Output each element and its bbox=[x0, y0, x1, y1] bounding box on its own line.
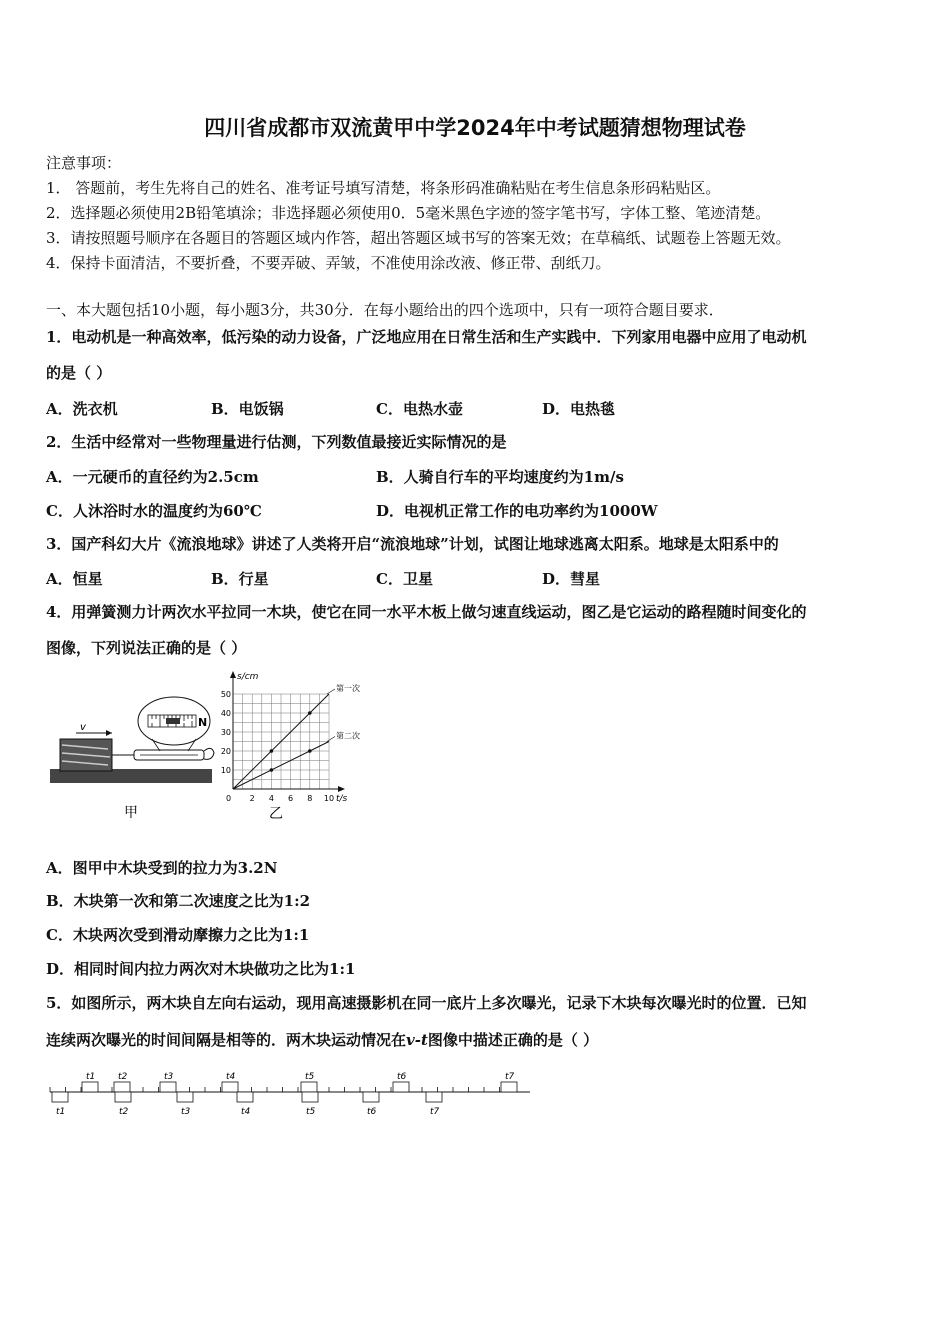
q2-option-c: C．人沐浴时水的温度约为60℃ bbox=[46, 502, 262, 520]
series-point-2 bbox=[308, 749, 312, 753]
q1-option-b: B．电饭锅 bbox=[211, 400, 284, 418]
series-label-2: 第二次 bbox=[336, 731, 360, 741]
q4-option-d: D．相同时间内拉力两次对木块做功之比为1:1 bbox=[46, 960, 356, 978]
q1-option-c: C．电热水壶 bbox=[376, 400, 463, 418]
top-block-label: t4 bbox=[226, 1072, 236, 1082]
bottom-block bbox=[177, 1092, 193, 1102]
exposure-diagram bbox=[44, 1058, 536, 1124]
q4-stem-line2: 图像，下列说法正确的是（ ） bbox=[46, 639, 247, 657]
q4-option-a: A．图甲中木块受到的拉力为3.2N bbox=[46, 859, 278, 877]
bottom-block-label: t3 bbox=[181, 1107, 191, 1117]
y-tick-label: 30 bbox=[220, 728, 231, 737]
bottom-block-label: t2 bbox=[119, 1107, 129, 1117]
q5-stem-line2 bbox=[46, 1030, 598, 1050]
top-block bbox=[222, 1082, 238, 1092]
top-block-label: t7 bbox=[505, 1072, 515, 1082]
x-tick-label: 8 bbox=[307, 794, 313, 803]
notice-heading: 注意事项： bbox=[46, 154, 122, 172]
top-block bbox=[82, 1082, 98, 1092]
newton-label: N bbox=[198, 716, 208, 729]
bottom-block bbox=[302, 1092, 318, 1102]
q3-option-b: B．行星 bbox=[211, 570, 269, 588]
series-leader-1 bbox=[327, 689, 335, 694]
y-axis-arrow bbox=[230, 671, 236, 678]
q5-stem-line2-a: 连续两次曝光的时间间隔是相等的．两木块运动情况在 bbox=[46, 1031, 407, 1049]
x-axis-label: t/s bbox=[336, 794, 348, 804]
q1-stem-line2: 的是（ ） bbox=[46, 364, 112, 382]
q2-option-a: A．一元硬币的直径约为2.5cm bbox=[46, 468, 259, 486]
top-block bbox=[301, 1082, 317, 1092]
q4-option-b: B．木块第一次和第二次速度之比为1:2 bbox=[46, 892, 311, 910]
x-tick-label: 10 bbox=[323, 794, 335, 803]
page-title: 四川省成都市双流黄甲中学2024年中考试题猜想物理试卷 bbox=[204, 116, 746, 140]
q4-option-c: C．木块两次受到滑动摩擦力之比为1:1 bbox=[46, 926, 310, 944]
bottom-block bbox=[52, 1092, 68, 1102]
notice-item-1: 1． 答题前，考生先将自己的姓名、准考证号填写清楚，将条形码准确粘贴在考生信息条形码粘贴区。 bbox=[46, 179, 721, 197]
bottom-block bbox=[363, 1092, 379, 1102]
top-block bbox=[114, 1082, 130, 1092]
bottom-block-label: t5 bbox=[306, 1107, 316, 1117]
bottom-block-label: t7 bbox=[430, 1107, 440, 1117]
q4-stem-line1: 4．用弹簧测力计两次水平拉同一木块，使它在同一水平木板上做匀速直线运动，图乙是它运动的路程随时间变化的 bbox=[46, 603, 807, 621]
y-tick-label: 40 bbox=[220, 709, 231, 718]
y-tick-label: 20 bbox=[220, 747, 231, 756]
series-leader-2 bbox=[327, 737, 335, 742]
figure-yi-label: 乙 bbox=[269, 806, 283, 822]
y-tick-label: 10 bbox=[220, 766, 231, 775]
velocity-label: v bbox=[80, 722, 86, 733]
q3-option-a: A．恒星 bbox=[46, 570, 103, 588]
top-block-label: t3 bbox=[164, 1072, 174, 1082]
bottom-block bbox=[426, 1092, 442, 1102]
x-axis-arrow bbox=[338, 786, 345, 792]
q2-stem: 2．生活中经常对一些物理量进行估测，下列数值最接近实际情况的是 bbox=[46, 433, 507, 451]
y-axis-label: s/cm bbox=[237, 672, 259, 682]
q1-option-d: D．电热毯 bbox=[542, 400, 616, 418]
bottom-block bbox=[237, 1092, 253, 1102]
figure-jia-label: 甲 bbox=[124, 805, 138, 821]
notice-item-3: 3．请按照题号顺序在各题目的答题区域内作答，超出答题区域书写的答案无效；在草稿纸、试题卷上答题无效。 bbox=[46, 229, 791, 247]
top-block-label: t1 bbox=[86, 1072, 96, 1082]
q5-stem-line2-b: 图像中描述正确的是（ ） bbox=[427, 1031, 599, 1049]
bottom-block-label: t4 bbox=[241, 1107, 251, 1117]
q3-option-c: C．卫星 bbox=[376, 570, 433, 588]
y-tick-label: 50 bbox=[220, 690, 231, 699]
top-block bbox=[501, 1082, 517, 1092]
q3-option-d: D．彗星 bbox=[542, 570, 601, 588]
notice-item-2: 2．选择题必须使用2B铅笔填涂；非选择题必须使用0．5毫米黑色字迹的签字笔书写，字体工整、笔迹清楚。 bbox=[46, 204, 771, 222]
q5-stem-line1: 5．如图所示，两木块自左向右运动，现用高速摄影机在同一底片上多次曝光，记录下木块每次曝光时的位置．已知 bbox=[46, 994, 807, 1012]
x-tick-label: 4 bbox=[268, 794, 274, 803]
q2-option-d: D．电视机正常工作的电功率约为1000W bbox=[376, 502, 658, 520]
top-block bbox=[160, 1082, 176, 1092]
q1-stem-line1: 1．电动机是一种高效率，低污染的动力设备，广泛地应用在日常生活和生产实践中．下列家用电器中应用了电动机 bbox=[46, 328, 807, 346]
section-heading: 一、本大题包括10小题，每小题3分，共30分．在每小题给出的四个选项中，只有一项符合题目要求． bbox=[46, 301, 724, 319]
q1-option-a: A．洗衣机 bbox=[46, 400, 118, 418]
top-block-label: t2 bbox=[118, 1072, 128, 1082]
origin-label: 0 bbox=[226, 794, 232, 803]
series-point-1 bbox=[308, 711, 312, 715]
q3-stem: 3．国产科幻大片《流浪地球》讲述了人类将开启“流浪地球”计划，试图让地球逃离太阳系。地球是太阳系中的 bbox=[46, 535, 779, 553]
q2-option-b: B．人骑自行车的平均速度约为1m/s bbox=[376, 468, 624, 486]
series-point-2 bbox=[270, 768, 274, 772]
notice-item-4: 4．保持卡面清洁，不要折叠，不要弄破、弄皱，不准使用涂改液、修正带、刮纸刀。 bbox=[46, 254, 611, 272]
x-tick-label: 2 bbox=[249, 794, 255, 803]
top-block bbox=[393, 1082, 409, 1092]
bottom-block-label: t1 bbox=[56, 1107, 66, 1117]
q5-vt-symbol: v-t bbox=[406, 1031, 428, 1049]
series-point-1 bbox=[270, 749, 274, 753]
figure-jia bbox=[48, 695, 216, 825]
figure-yi-chart bbox=[218, 668, 368, 823]
top-block-label: t6 bbox=[397, 1072, 407, 1082]
top-block-label: t5 bbox=[305, 1072, 315, 1082]
bottom-block bbox=[115, 1092, 131, 1102]
series-label-1: 第一次 bbox=[336, 684, 360, 693]
x-tick-label: 6 bbox=[288, 794, 294, 803]
bottom-block-label: t6 bbox=[367, 1107, 377, 1117]
